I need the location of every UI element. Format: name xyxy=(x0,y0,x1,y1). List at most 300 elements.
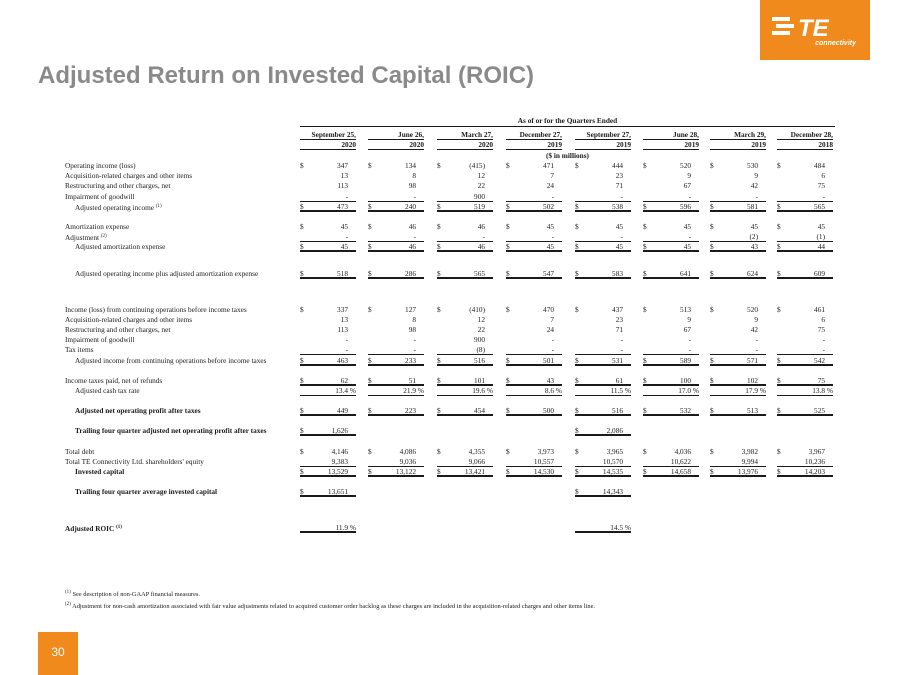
cell-value: - xyxy=(620,191,623,201)
cell-value: 500 xyxy=(543,406,554,416)
column-header-year: 2019 xyxy=(506,140,562,150)
column-header xyxy=(710,130,766,150)
table-row xyxy=(65,181,835,191)
value-cell xyxy=(643,335,699,345)
cell-value: 337 xyxy=(337,304,348,314)
column-header-year: 2020 xyxy=(300,140,356,150)
currency-symbol: $ xyxy=(300,466,304,476)
cell-value: 13 xyxy=(340,171,348,181)
table-row xyxy=(65,325,835,335)
value-cell xyxy=(643,192,699,202)
currency-symbol: $ xyxy=(643,304,647,314)
currency-symbol: $ xyxy=(437,304,441,314)
currency-symbol: $ xyxy=(643,268,647,278)
cell-value: 45 xyxy=(750,221,758,231)
currency-symbol: $ xyxy=(575,304,579,314)
value-cell xyxy=(300,356,356,366)
cell-value: (415) xyxy=(469,161,485,170)
footnote-marker: (1) xyxy=(65,590,71,595)
cell-value: 3,965 xyxy=(606,446,623,456)
value-cell xyxy=(777,457,833,467)
value-cell xyxy=(437,325,493,335)
value-cell xyxy=(777,171,833,181)
row-label: Adjusted operating income $^{(1)}$ xyxy=(75,202,162,212)
cell-value: 45 xyxy=(683,221,691,231)
row-label: Restructuring and other charges, net xyxy=(65,325,171,335)
cell-value: 565 xyxy=(814,201,825,211)
cell-value: 98 xyxy=(408,325,416,335)
value-cell xyxy=(643,406,699,416)
cell-value: 624 xyxy=(747,268,758,278)
percent-symbol: % xyxy=(759,386,766,395)
cell-value: 4,146 xyxy=(331,446,348,456)
value-cell xyxy=(437,305,493,315)
value-cell xyxy=(506,192,562,202)
cell-value: 900 xyxy=(474,191,485,201)
value-cell xyxy=(777,467,833,477)
cell-value: 45 xyxy=(817,221,825,231)
value-cell xyxy=(506,305,562,315)
cell-value: 45 xyxy=(546,242,554,252)
cell-value: 223 xyxy=(405,406,416,416)
cell-value: - xyxy=(822,191,825,201)
cell-value: 641 xyxy=(680,268,691,278)
te-connectivity-logo xyxy=(760,0,870,60)
currency-symbol: $ xyxy=(710,161,714,170)
currency-symbol: $ xyxy=(777,375,781,385)
value-cell xyxy=(777,181,833,191)
cell-value: 51 xyxy=(408,375,416,385)
cell-value: 12 xyxy=(477,171,485,181)
cell-value: 538 xyxy=(612,201,623,211)
currency-symbol: $ xyxy=(710,406,714,416)
cell-value: 10,557 xyxy=(533,456,554,466)
row-spacer xyxy=(65,396,835,406)
cell-value: 13 xyxy=(340,314,348,324)
column-header-year: 2020 xyxy=(437,140,493,150)
currency-symbol: $ xyxy=(710,201,714,211)
value-cell xyxy=(368,356,424,366)
value-cell xyxy=(300,171,356,181)
value-cell xyxy=(300,406,356,416)
cell-value: - xyxy=(345,345,348,355)
cell-value: (2) xyxy=(749,232,758,242)
value-cell xyxy=(777,192,833,202)
currency-symbol: $ xyxy=(643,375,647,385)
value-cell xyxy=(710,356,766,366)
cell-value: - xyxy=(345,191,348,201)
cell-value: 12 xyxy=(477,314,485,324)
cell-value: 463 xyxy=(337,355,348,365)
row-spacer xyxy=(65,416,835,426)
column-header-year: 2019 xyxy=(710,140,766,150)
cell-value: - xyxy=(345,232,348,242)
page-number: 30 xyxy=(38,632,78,675)
cell-value: - xyxy=(688,191,691,201)
value-cell xyxy=(368,242,424,252)
cell-value: 9 xyxy=(687,171,691,181)
currency-symbol: $ xyxy=(710,304,714,314)
value-cell xyxy=(575,426,631,436)
cell-value: 4,355 xyxy=(468,446,485,456)
cell-value: - xyxy=(688,335,691,345)
units-label: ($ in millions) xyxy=(546,151,589,160)
row-label: Adjusted amortization expense xyxy=(75,242,166,252)
value-cell xyxy=(575,269,631,279)
cell-value: 3,982 xyxy=(741,446,758,456)
currency-symbol: $ xyxy=(437,375,441,385)
cell-value: 10,622 xyxy=(670,456,691,466)
cell-value: 42 xyxy=(750,181,758,191)
currency-symbol: $ xyxy=(710,221,714,231)
cell-value: 471 xyxy=(543,161,554,170)
cell-value: 9,383 xyxy=(331,456,348,466)
value-cell xyxy=(710,457,766,467)
cell-value: 13,976 xyxy=(737,466,758,476)
value-cell xyxy=(300,315,356,325)
percent-symbol: % xyxy=(624,523,631,533)
column-header-year: 2018 xyxy=(777,140,833,150)
table-row xyxy=(65,171,835,181)
row-label: Invested capital xyxy=(75,466,125,476)
value-cell xyxy=(575,386,631,396)
cell-value: 6 xyxy=(821,314,825,324)
value-cell xyxy=(368,467,424,477)
value-cell xyxy=(710,335,766,345)
cell-value: 46 xyxy=(408,242,416,252)
value-cell xyxy=(300,467,356,477)
cell-value: 444 xyxy=(612,161,623,170)
cell-value: 134 xyxy=(405,161,416,170)
table-row xyxy=(65,242,835,252)
cell-value: 8.6 xyxy=(544,386,554,395)
value-cell xyxy=(506,376,562,386)
table-row xyxy=(65,386,835,396)
value-cell xyxy=(437,345,493,355)
table-row xyxy=(65,305,835,315)
value-cell xyxy=(506,202,562,212)
value-cell xyxy=(777,447,833,457)
currency-symbol: $ xyxy=(710,446,714,456)
cell-value: 24 xyxy=(546,325,554,335)
value-cell xyxy=(710,315,766,325)
value-cell xyxy=(300,376,356,386)
value-cell xyxy=(437,242,493,252)
value-cell xyxy=(506,345,562,355)
currency-symbol: $ xyxy=(437,355,441,365)
currency-symbol: $ xyxy=(506,446,510,456)
cell-value: 61 xyxy=(615,375,623,385)
currency-symbol: $ xyxy=(575,242,579,252)
cell-value: 3,967 xyxy=(808,446,825,456)
value-cell xyxy=(575,315,631,325)
cell-value: - xyxy=(551,191,554,201)
value-cell xyxy=(300,325,356,335)
cell-value: 62 xyxy=(340,375,348,385)
row-label: Trailing four quarter average invested capital xyxy=(75,487,218,497)
value-cell xyxy=(368,161,424,171)
value-cell xyxy=(710,376,766,386)
cell-value: 113 xyxy=(337,325,348,335)
currency-symbol: $ xyxy=(643,406,647,416)
value-cell xyxy=(575,192,631,202)
value-cell xyxy=(710,406,766,416)
currency-symbol: $ xyxy=(506,161,510,170)
table-row xyxy=(65,356,835,366)
cell-value: 13,122 xyxy=(395,466,416,476)
currency-symbol: $ xyxy=(777,406,781,416)
value-cell xyxy=(368,269,424,279)
value-cell xyxy=(575,232,631,242)
column-header xyxy=(368,130,424,150)
value-cell xyxy=(575,335,631,345)
cell-value: 473 xyxy=(337,201,348,211)
cell-value: 3,973 xyxy=(537,446,554,456)
row-label: Acquisition-related charges and other items xyxy=(65,171,193,181)
value-cell xyxy=(368,386,424,396)
cell-value: 596 xyxy=(680,201,691,211)
cell-value: 233 xyxy=(405,355,416,365)
row-spacer xyxy=(65,497,835,513)
cell-value: 100 xyxy=(680,375,691,385)
cell-value: 101 xyxy=(474,375,485,385)
value-cell xyxy=(300,335,356,345)
value-cell xyxy=(710,181,766,191)
currency-symbol: $ xyxy=(300,375,304,385)
value-cell xyxy=(575,181,631,191)
value-cell xyxy=(575,447,631,457)
column-header-year: 2019 xyxy=(643,140,699,150)
cell-value: - xyxy=(482,232,485,242)
value-cell xyxy=(643,232,699,242)
cell-value: - xyxy=(620,335,623,345)
value-cell xyxy=(368,181,424,191)
cell-value: 532 xyxy=(680,406,691,416)
currency-symbol: $ xyxy=(437,268,441,278)
table-row xyxy=(65,161,835,171)
currency-symbol: $ xyxy=(777,304,781,314)
cell-value: 240 xyxy=(405,201,416,211)
cell-value: 11.5 xyxy=(610,386,623,395)
currency-symbol: $ xyxy=(437,406,441,416)
row-spacer xyxy=(65,279,835,295)
cell-value: 46 xyxy=(477,221,485,231)
column-header-year: 2020 xyxy=(368,140,424,150)
value-cell xyxy=(300,232,356,242)
value-cell xyxy=(300,222,356,232)
cell-value: 900 xyxy=(474,335,485,345)
value-cell xyxy=(368,345,424,355)
currency-symbol: $ xyxy=(710,466,714,476)
currency-symbol: $ xyxy=(300,242,304,252)
currency-symbol: $ xyxy=(575,161,579,170)
percent-symbol: % xyxy=(417,386,424,395)
logo-brand: TE xyxy=(798,15,829,39)
value-cell xyxy=(368,376,424,386)
cell-value: - xyxy=(755,191,758,201)
column-header-date: March 29, xyxy=(710,130,766,140)
cell-value: - xyxy=(822,345,825,355)
value-cell xyxy=(368,232,424,242)
cell-value: 520 xyxy=(747,304,758,314)
value-cell xyxy=(368,315,424,325)
value-cell xyxy=(506,269,562,279)
cell-value: 43 xyxy=(750,242,758,252)
currency-symbol: $ xyxy=(777,446,781,456)
value-cell xyxy=(575,467,631,477)
value-cell xyxy=(506,232,562,242)
cell-value: 10,236 xyxy=(804,456,825,466)
cell-value: - xyxy=(413,232,416,242)
value-cell xyxy=(300,457,356,467)
value-cell xyxy=(437,202,493,212)
cell-value: 113 xyxy=(337,181,348,191)
cell-value: 67 xyxy=(683,181,691,191)
value-cell xyxy=(777,356,833,366)
table-row xyxy=(65,447,835,457)
cell-value: 4,086 xyxy=(399,446,416,456)
currency-symbol: $ xyxy=(437,446,441,456)
value-cell xyxy=(710,269,766,279)
currency-symbol: $ xyxy=(643,161,647,170)
cell-value: 46 xyxy=(477,242,485,252)
currency-symbol: $ xyxy=(368,201,372,211)
cell-value: 10,570 xyxy=(602,456,623,466)
cell-value: 45 xyxy=(683,242,691,252)
currency-symbol: $ xyxy=(643,242,647,252)
cell-value: - xyxy=(551,232,554,242)
value-cell xyxy=(506,181,562,191)
value-cell xyxy=(710,467,766,477)
cell-value: 75 xyxy=(817,325,825,335)
cell-value: 14.5 xyxy=(610,523,623,533)
cell-value: 520 xyxy=(680,161,691,170)
currency-symbol: $ xyxy=(777,355,781,365)
cell-value: - xyxy=(551,345,554,355)
currency-symbol: $ xyxy=(368,268,372,278)
row-label: Adjusted operating income plus adjusted amortization expense xyxy=(75,268,259,278)
value-cell xyxy=(437,376,493,386)
currency-symbol: $ xyxy=(437,242,441,252)
table-row xyxy=(65,222,835,232)
value-cell xyxy=(506,242,562,252)
value-cell xyxy=(437,467,493,477)
value-cell xyxy=(506,356,562,366)
cell-value: 67 xyxy=(683,325,691,335)
cell-value: 71 xyxy=(615,325,623,335)
currency-symbol: $ xyxy=(506,201,510,211)
column-header-year: 2019 xyxy=(575,140,631,150)
value-cell xyxy=(506,335,562,345)
row-label: Trailing four quarter adjusted net operating profit after taxes xyxy=(75,426,267,436)
value-cell xyxy=(300,523,356,533)
value-cell xyxy=(368,447,424,457)
cell-value: 454 xyxy=(474,406,485,416)
table-row xyxy=(65,232,835,242)
cell-value: 530 xyxy=(747,161,758,170)
footnote-text: Adjustment for non-cash amortization associated with fair value adjustments related to acquired customer order backlog as these charges are included in the acquisition-related charges and other items line. xyxy=(72,603,595,610)
value-cell xyxy=(575,457,631,467)
value-cell xyxy=(437,386,493,396)
currency-symbol: $ xyxy=(506,268,510,278)
cell-value: 542 xyxy=(814,355,825,365)
currency-symbol: $ xyxy=(777,268,781,278)
cell-value: 9,036 xyxy=(399,456,416,466)
value-cell xyxy=(710,222,766,232)
table-row xyxy=(65,345,835,355)
footnote xyxy=(65,600,595,612)
currency-symbol: $ xyxy=(437,221,441,231)
cell-value: 98 xyxy=(408,181,416,191)
value-cell xyxy=(777,305,833,315)
cell-value: - xyxy=(620,232,623,242)
value-cell xyxy=(643,242,699,252)
cell-value: - xyxy=(755,335,758,345)
cell-value: 14,343 xyxy=(602,487,623,497)
cell-value: 518 xyxy=(337,268,348,278)
row-label: Adjusted income from continuing operations before income taxes xyxy=(75,355,267,365)
row-spacer xyxy=(65,513,835,523)
value-cell xyxy=(437,406,493,416)
value-cell xyxy=(643,161,699,171)
row-label: Total TE Connectivity Ltd. shareholders' equity xyxy=(65,456,204,466)
cell-value: 519 xyxy=(474,201,485,211)
cell-value: - xyxy=(413,335,416,345)
value-cell xyxy=(777,406,833,416)
currency-symbol: $ xyxy=(575,406,579,416)
column-header-date: September 25, xyxy=(300,130,356,140)
currency-symbol: $ xyxy=(368,304,372,314)
currency-symbol: $ xyxy=(575,355,579,365)
column-header xyxy=(643,130,699,150)
cell-value: - xyxy=(620,345,623,355)
currency-symbol: $ xyxy=(368,242,372,252)
currency-symbol: $ xyxy=(506,242,510,252)
row-label: Adjusted net operating profit after taxes xyxy=(75,406,201,416)
cell-value: 46 xyxy=(408,221,416,231)
cell-value: 42 xyxy=(750,325,758,335)
row-label: Restructuring and other charges, net xyxy=(65,181,171,191)
cell-value: 43 xyxy=(546,375,554,385)
value-cell xyxy=(643,181,699,191)
cell-value: 571 xyxy=(747,355,758,365)
cell-value: 45 xyxy=(546,221,554,231)
value-cell xyxy=(437,171,493,181)
row-spacer xyxy=(65,295,835,305)
value-cell xyxy=(437,447,493,457)
value-cell xyxy=(437,222,493,232)
value-cell xyxy=(710,386,766,396)
cell-value: - xyxy=(345,335,348,345)
cell-value: 8 xyxy=(412,314,416,324)
currency-symbol: $ xyxy=(300,426,304,436)
value-cell xyxy=(710,232,766,242)
value-cell xyxy=(437,356,493,366)
currency-symbol: $ xyxy=(575,466,579,476)
value-cell xyxy=(368,406,424,416)
row-label: Adjusted ROIC $^{(1)}$ xyxy=(65,524,122,534)
value-cell xyxy=(575,202,631,212)
cell-value: 7 xyxy=(550,171,554,181)
column-header-date: June 28, xyxy=(643,130,699,140)
cell-value: 589 xyxy=(680,355,691,365)
value-cell xyxy=(575,376,631,386)
cell-value: 501 xyxy=(543,355,554,365)
currency-symbol: $ xyxy=(300,161,304,170)
footnote-text: See description of non-GAAP financial measures. xyxy=(72,591,200,598)
cell-value: 13.4 xyxy=(335,386,348,395)
column-header xyxy=(575,130,631,150)
